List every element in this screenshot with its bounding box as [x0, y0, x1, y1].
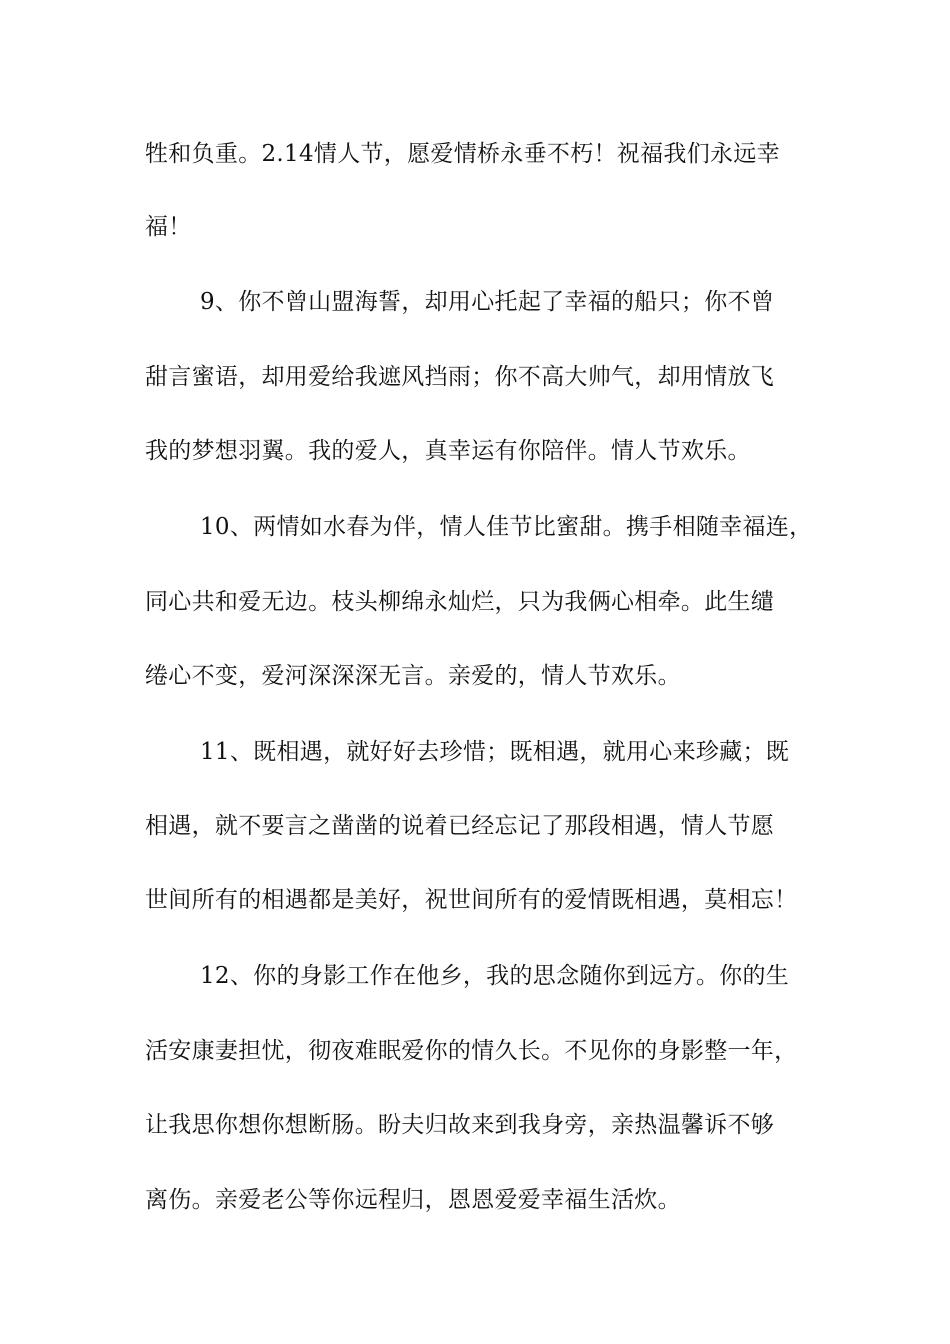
text-line: 离伤。亲爱老公等你远程归，恩恩爱爱幸福生活炊。 [145, 1187, 681, 1213]
text-line: 活安康妻担忧，彻夜难眠爱你的情久长。不见你的身影整一年， [145, 1038, 798, 1064]
paragraph-10-start: 10、两情如水春为伴，情人佳节比蜜甜。携手相随幸福连， [200, 514, 813, 540]
paragraph-11-start: 11、既相遇，就好好去珍惜；既相遇，就用心来珍藏；既 [200, 739, 790, 765]
text-line: 我的梦想羽翼。我的爱人，真幸运有你陪伴。情人节欢乐。 [145, 438, 751, 464]
text-line: 世间所有的相遇都是美好，祝世间所有的爱情既相遇，莫相忘！ [145, 887, 798, 913]
paragraph-12-start: 12、你的身影工作在他乡，我的思念随你到远方。你的生 [200, 963, 790, 989]
paragraph-9-start: 9、你不曾山盟海誓，却用心托起了幸福的船只；你不曾 [200, 289, 775, 315]
text-line: 让我思你想你想断肠。盼夫归故来到我身旁，亲热温馨诉不够 [145, 1112, 775, 1138]
text-line: 相遇，就不要言之凿凿的说着已经忘记了那段相遇，情人节愿 [145, 813, 775, 839]
text-line: 牲和负重。2.14情人节，愿爱情桥永垂不朽！祝福我们永远幸 [145, 141, 780, 167]
text-line: 同心共和爱无边。枝头柳绵永灿烂，只为我俩心相牵。此生缱 [145, 589, 775, 615]
text-line: 甜言蜜语，却用爱给我遮风挡雨；你不高大帅气，却用情放飞 [145, 364, 775, 390]
text-line: 福！ [145, 214, 192, 240]
text-line: 绻心不变，爱河深深深无言。亲爱的，情人节欢乐。 [145, 663, 681, 689]
